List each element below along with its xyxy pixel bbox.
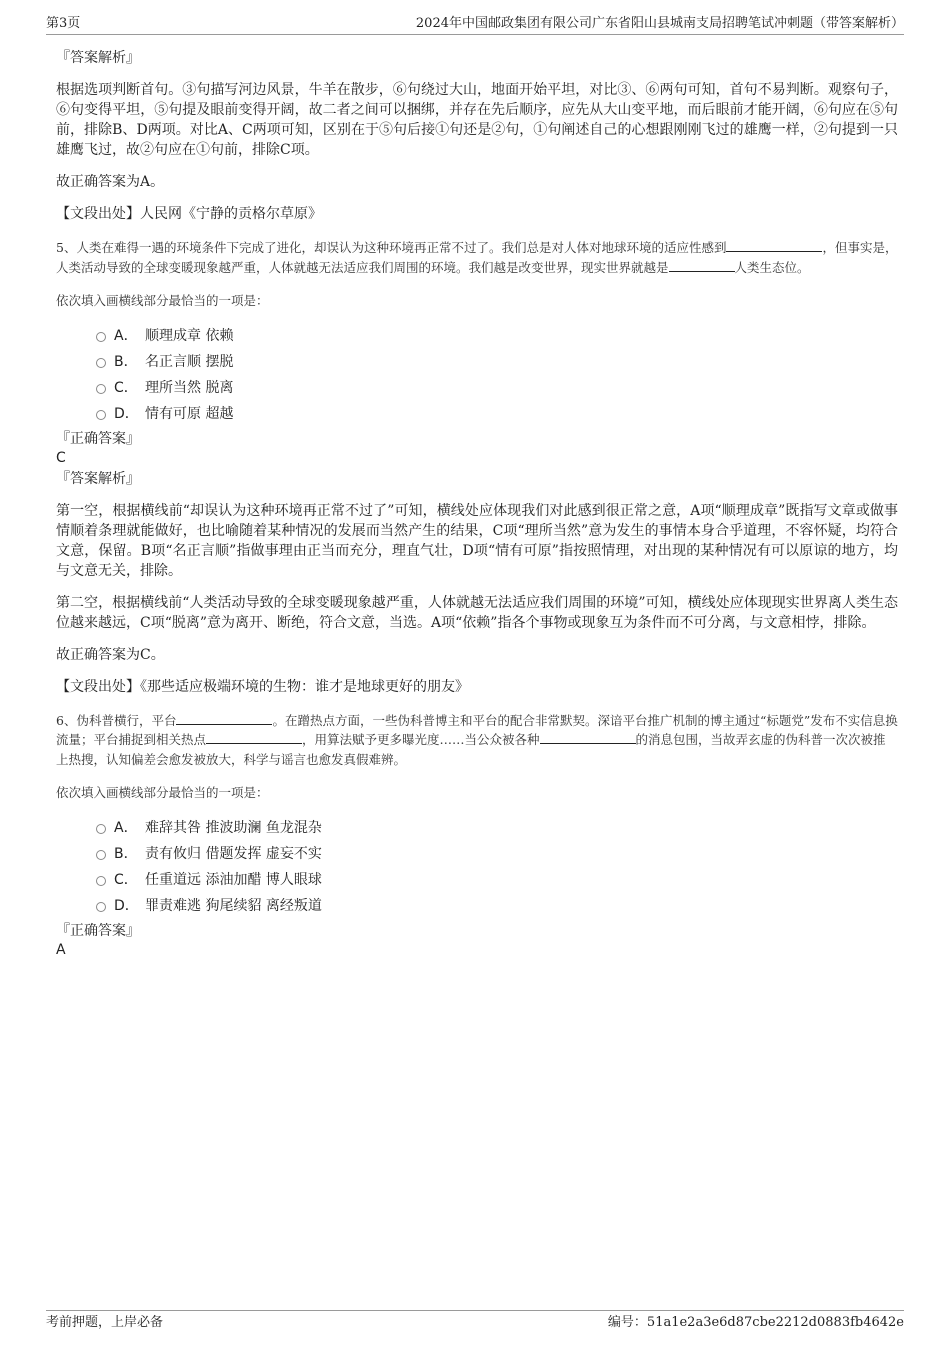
- question-5-text: 5、人类在难得一遇的环境条件下完成了进化，却误认为这种环境再正常不过了。我们总是对人体对地球环境的适应性感到 ，但事实是，人类活动导致的全球变暖现象越严重，人体就越无法适应我们周围的环境。我们越是改变世界，现实世界就越是 人类生态位。: [56, 240, 898, 275]
- correct-answer: C: [56, 449, 66, 466]
- option-c[interactable]: C． 理所当然 脱离: [56, 375, 898, 401]
- blank-1: [176, 712, 272, 725]
- source-text: 【文段出处】《那些适应极端环境的生物：谁才是地球更好的朋友》: [56, 678, 469, 695]
- option-b[interactable]: B． 名正言顺 摆脱: [56, 349, 898, 375]
- option-d[interactable]: D． 情有可原 超越: [56, 401, 898, 427]
- page-footer: [46, 1310, 904, 1330]
- page-number: 第3页: [46, 16, 81, 31]
- option-d[interactable]: D． 罪责难逃 狗尾续貂 离经叛道: [56, 893, 898, 919]
- question-5-options: [56, 323, 898, 427]
- analysis-text: 第一空，根据横线前“却误认为这种环境再正常不过了”可知，横线处应体现我们对此感到很正常之意，A项“顺理成章”既指写文章或做事情顺着条理就能做好，也比喻随着某种情况的发展而当然产生的结果，C项“理所当然”意为发生的事情本身合乎道理，不容怀疑，均符合文意，保留。B项“名正言顺”指做事理由正当而充分，理直气壮，D项“情有可原”指按照情理，对出现的某种情况有可以原谅的地方，均与文意无关，排除。: [56, 502, 898, 579]
- correct-answer-heading: 『正确答案』: [56, 430, 140, 447]
- radio-icon[interactable]: [96, 850, 106, 860]
- radio-icon[interactable]: [96, 410, 106, 420]
- radio-icon[interactable]: [96, 358, 106, 368]
- document-id: 编号：51a1e2a3e6d87cbe2212d0883fb4642e: [607, 1315, 904, 1330]
- option-a[interactable]: A． 难辞其咎 推波助澜 鱼龙混杂: [56, 815, 898, 841]
- conclusion-text: 故正确答案为C。: [56, 646, 165, 663]
- correct-answer-heading: 『正确答案』: [56, 922, 140, 939]
- option-b[interactable]: B． 责有攸归 借题发挥 虚妄不实: [56, 841, 898, 867]
- document-title: 2024年中国邮政集团有限公司广东省阳山县城南支局招聘笔试冲刺题（带答案解析）: [415, 16, 904, 31]
- blank-1: [726, 239, 822, 252]
- radio-icon[interactable]: [96, 332, 106, 342]
- radio-icon[interactable]: [96, 384, 106, 394]
- analysis-heading: 『答案解析』: [56, 50, 140, 66]
- correct-answer: A: [56, 941, 66, 958]
- conclusion-text: 故正确答案为A。: [56, 174, 165, 190]
- question-6-options: [56, 815, 898, 919]
- page-header: [46, 14, 904, 35]
- blank-2: [206, 731, 302, 744]
- blank-3: [540, 731, 636, 744]
- option-c[interactable]: C． 任重道远 添油加醋 博人眼球: [56, 867, 898, 893]
- source-text: 【文段出处】人民网《宁静的贡格尔草原》: [56, 206, 322, 222]
- analysis-heading: 『答案解析』: [56, 470, 140, 487]
- question-5-prompt: 依次填入画横线部分最恰当的一项是：: [56, 293, 269, 308]
- footer-slogan: 考前押题，上岸必备: [46, 1315, 164, 1330]
- radio-icon[interactable]: [96, 876, 106, 886]
- document-body: [56, 46, 898, 959]
- question-6-prompt: 依次填入画横线部分最恰当的一项是：: [56, 785, 269, 800]
- analysis-text: 根据选项判断首句。③句描写河边风景，牛羊在散步，⑥句绕过大山，地面开始平坦，对比③、⑥两句可知，首句不易判断。观察句子，⑥句变得平坦，⑤句提及眼前变得开阔，故二者之间可以捆绑，并存在先后顺序，应先从大山变平地，而后眼前才能开阔，⑥句应在⑤句前，排除B、D两项。对比A、C两项可知，区别在于⑤句后接①句还是②句，①句阐述自己的心想跟刚刚飞过的雄鹰一样，②句提到一只雄鹰飞过，故②句应在①句前，排除C项。: [56, 82, 898, 158]
- option-a[interactable]: A． 顺理成章 依赖: [56, 323, 898, 349]
- blank-2: [669, 259, 735, 272]
- radio-icon[interactable]: [96, 824, 106, 834]
- radio-icon[interactable]: [96, 902, 106, 912]
- question-6-text: 6、伪科普横行，平台 。在蹭热点方面，一些伪科普博主和平台的配合非常默契。深谙平台推广机制的博主通过“标题党”发布不实信息换流量；平台捕捉到相关热点 ，用算法赋予更多曝光度……当公众被各种 的消息包围，当故弄玄虚的伪科普一次次被推上热搜，认知偏差会愈发被放大，科学与谣言也愈发真假难辨。: [56, 712, 898, 767]
- analysis-text: 第二空，根据横线前“人类活动导致的全球变暖现象越严重，人体就越无法适应我们周围的环境”可知，横线处应体现现实世界离人类生态位越来越远，C项“脱离”意为离开、断绝，符合文意，当选。A项“依赖”指各个事物或现象互为条件而不可分离，与文意相悖，排除。: [56, 594, 898, 631]
